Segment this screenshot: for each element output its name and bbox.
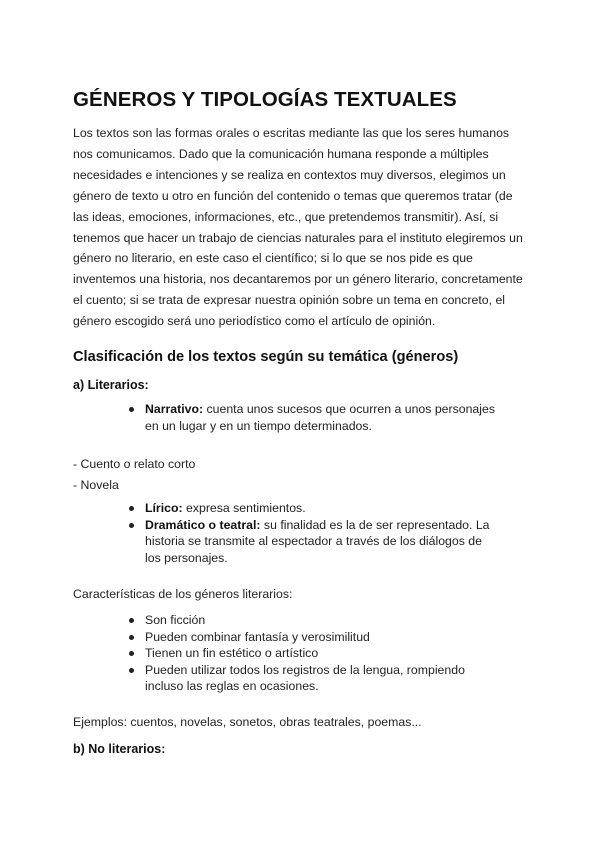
- page-title: GÉNEROS Y TIPOLOGÍAS TEXTUALES: [73, 88, 457, 111]
- list-item: Pueden combinar fantasía y verosimilitud: [127, 629, 497, 646]
- examples-line: Ejemplos: cuentos, novelas, sonetos, obras teatrales, poemas...: [73, 715, 422, 729]
- list-item: Pueden utilizar todos los registros de la lengua, rompiendo incluso las reglas en ocasiones.: [127, 662, 497, 695]
- list-item-narrative: [127, 401, 502, 434]
- lyric-term: Lírico:: [145, 501, 183, 515]
- list-item-lyric: [127, 500, 497, 517]
- narrative-form-novel: - Novela: [73, 478, 119, 492]
- characteristics-list: [127, 612, 497, 695]
- dramatic-term: Dramático o teatral:: [145, 517, 261, 532]
- dramatic-description: su finalidad es la de ser representado. La historia se transmite al espectador a través de los diálogos de los personajes.: [145, 517, 490, 565]
- classification-heading: Clasificación de los textos según su temática (géneros): [73, 349, 459, 365]
- lyric-description: expresa sentimientos.: [182, 501, 306, 515]
- list-item: Son ficción: [127, 612, 497, 629]
- literary-label: a) Literarios:: [73, 378, 149, 392]
- narrative-list: [127, 401, 502, 434]
- narrative-form-story: - Cuento o relato corto: [73, 457, 196, 471]
- list-item: Tienen un fin estético o artístico: [127, 645, 497, 662]
- narrative-description: cuenta unos sucesos que ocurren a unos personajes en un lugar y en un tiempo determinados.: [145, 402, 495, 433]
- lyric-dramatic-list: [127, 500, 497, 566]
- narrative-term: Narrativo:: [145, 402, 204, 416]
- characteristics-label: Características de los géneros literarios:: [73, 587, 293, 601]
- non-literary-label: b) No literarios:: [73, 742, 166, 756]
- intro-paragraph: Los textos son las formas orales o escritas mediante las que los seres humanos nos comunicamos. Dado que la comunicación humana responde a múltiples necesidades e intenciones y se realiza en contextos muy diversos, elegimos un género de texto u otro en función del contenido o temas que queremos tratar (de las ideas, emociones, informaciones, etc., que pretendemos transmitir). Así, si tenemos que hacer un trabajo de ciencias naturales para el instituto elegiremos un género no literario, en este caso el científico; si lo que se nos pide es que inventemos una historia, nos decantaremos por un género literario, concretamente el cuento; si se trata de expresar nuestra opinión sobre un tema en concreto, el género escogido será uno periodístico como el artículo de opinión.: [73, 126, 523, 329]
- list-item-dramatic: [127, 517, 497, 567]
